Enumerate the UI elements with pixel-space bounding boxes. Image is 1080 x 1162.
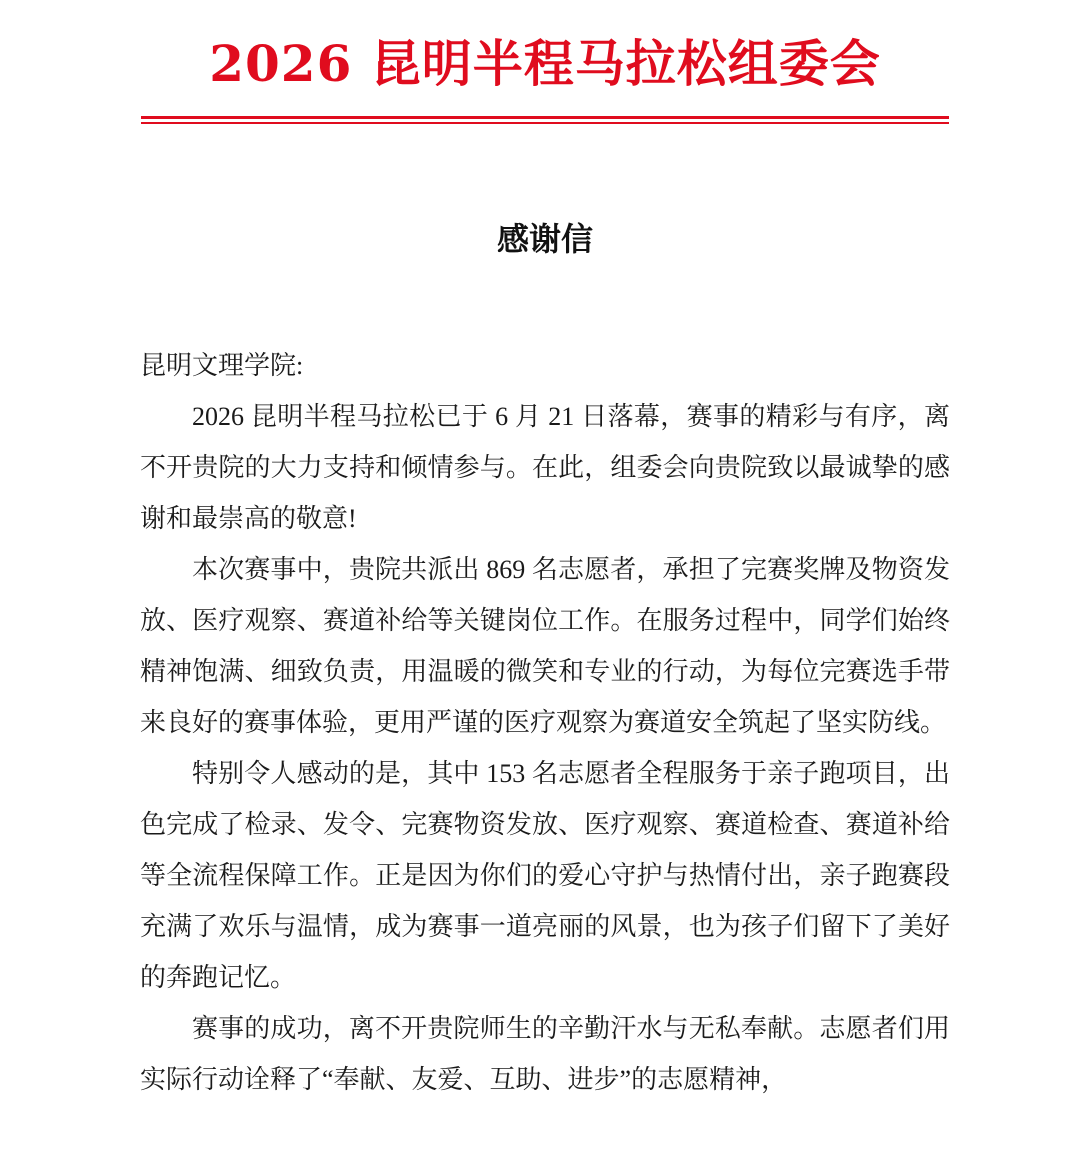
paragraph-1: 2026 昆明半程马拉松已于 6 月 21 日落幕，赛事的精彩与有序，离不开贵院的大力支持和倾情参与。在此，组委会向贵院致以最诚挚的感谢和最崇高的敬意! bbox=[140, 402, 950, 533]
paragraph-3: 特别令人感动的是，其中 153 名志愿者全程服务于亲子跑项目，出色完成了检录、发令、完赛物资发放、医疗观察、赛道检查、赛道补给等全流程保障工作。正是因为你们的爱心守护与热情付出，亲子跑赛段充满了欢乐与温情，成为赛事一道亮丽的风景，也为孩子们留下了美好的奔跑记忆。 bbox=[140, 759, 950, 992]
organizer-masthead: 2026 昆明半程马拉松组委会 bbox=[209, 34, 881, 93]
letter-body bbox=[140, 340, 950, 1105]
masthead-rule-thin bbox=[141, 122, 949, 124]
paragraph-2: 本次赛事中，贵院共派出 869 名志愿者，承担了完赛奖牌及物资发放、医疗观察、赛道补给等关键岗位工作。在服务过程中，同学们始终精神饱满、细致负责，用温暖的微笑和专业的行动，为每位完赛选手带来良好的赛事体验，更用严谨的医疗观察为赛道安全筑起了坚实防线。 bbox=[140, 555, 950, 737]
salutation: 昆明文理学院: bbox=[140, 351, 304, 380]
paragraph-4: 赛事的成功，离不开贵院师生的辛勤汗水与无私奉献。志愿者们用实际行动诠释了“奉献、友爱、互助、进步”的志愿精神， bbox=[140, 1014, 950, 1094]
document-title: 感谢信 bbox=[496, 220, 593, 258]
masthead-rule-thick bbox=[141, 116, 949, 119]
